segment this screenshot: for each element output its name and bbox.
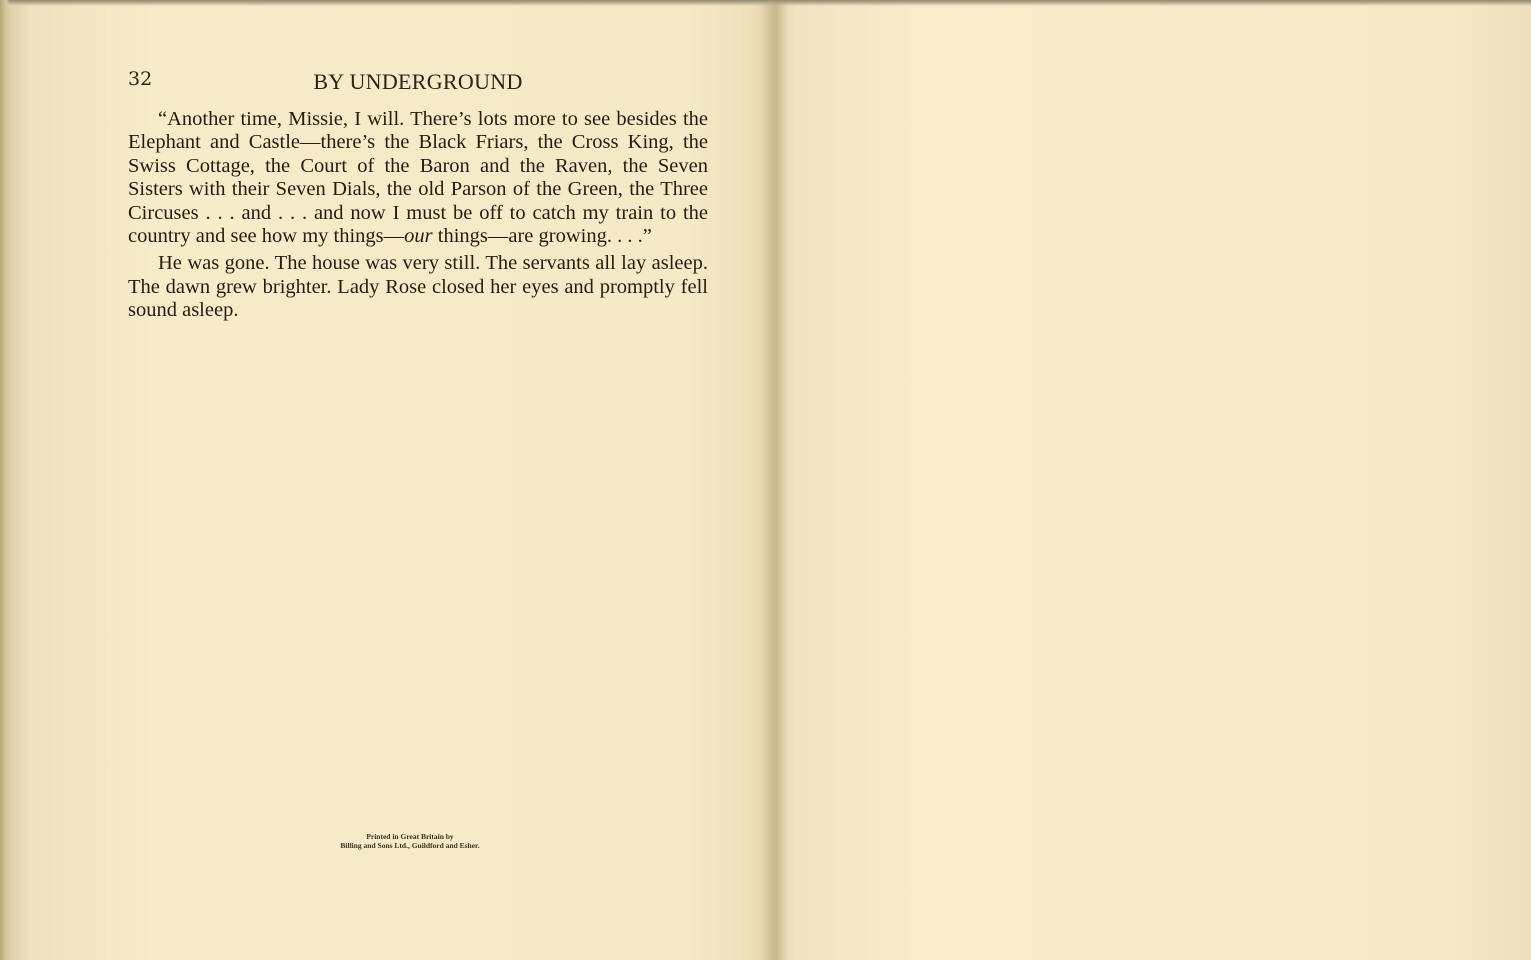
paragraph-2: He was gone. The house was very still. The servants all lay asleep. The dawn grew brighter. Lady Rose closed her eyes and promptly fell sound asleep. (128, 252, 708, 322)
right-page-blank (778, 0, 1531, 960)
printer-imprint (260, 832, 560, 850)
paragraph-1-italic: our (404, 225, 433, 248)
paragraph-1-end: things—are growing. . . .” (432, 225, 652, 248)
imprint-line-1: Printed in Great Britain by (366, 832, 454, 841)
imprint-line-2: Billing and Sons Ltd., Guildford and Esher. (340, 841, 480, 850)
running-head: BY UNDERGROUND (313, 69, 523, 94)
body-text (128, 108, 708, 323)
paragraph-1-start: “Another time, Missie, I will. There’s lots more to see besides the Elephant and Castle—there’s the Black Friars, the Cross King, the Swiss Cottage, the Court of the Baron and the Raven, the Seven Sisters with their Seven Dials, the old Parson of the Green, the Three Circuses . . . and . . . and now I must be off to catch my train to the country and see how my things— (128, 108, 708, 248)
page-number: 32 (128, 68, 153, 90)
paragraph-1 (128, 108, 708, 248)
